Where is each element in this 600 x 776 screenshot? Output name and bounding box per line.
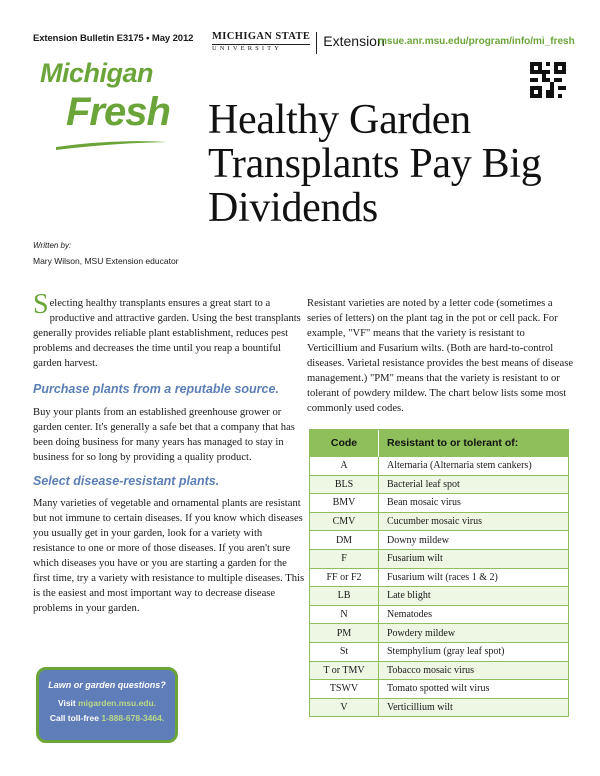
- disease-cell: Tomato spotted wilt virus: [379, 680, 569, 699]
- extension-label: Extension: [323, 33, 385, 49]
- code-cell: BLS: [310, 475, 379, 494]
- disease-resistant-paragraph: Many varieties of vegetable and ornamental plants are resistant but not immune to certain diseases. If you know which diseases you usually get in your garden, look for a variety with resistance to one or more of those diseases. If you aren't sure which diseases you have or you are starting a garden for the first time, try a variety with resistance to multiple diseases. This is the easiest and most important way to decrease disease problems in your garden.: [33, 498, 305, 614]
- code-cell: A: [310, 457, 379, 476]
- toll-free-number[interactable]: 1-888-678-3464.: [101, 713, 165, 723]
- table-row: [310, 512, 568, 531]
- code-cell: St: [310, 642, 379, 661]
- table-row: [310, 568, 568, 587]
- table-row: [310, 698, 568, 716]
- column-header-resistant: Resistant to or tolerant of:: [379, 430, 569, 457]
- bulletin-info: Extension Bulletin E3175 • May 2012: [33, 33, 194, 44]
- msu-wordmark: [212, 32, 310, 52]
- table-row: [310, 587, 568, 606]
- disease-cell: Fusarium wilt (races 1 & 2): [379, 568, 569, 587]
- table-row: [310, 549, 568, 568]
- visit-prefix: Visit: [57, 698, 79, 708]
- code-cell: F: [310, 549, 379, 568]
- questions-callout-box: [36, 667, 178, 743]
- callout-call-line: [39, 713, 175, 723]
- disease-cell: Late blight: [379, 587, 569, 606]
- disease-cell: Tobacco mosaic virus: [379, 661, 569, 680]
- author-name: Mary Wilson, MSU Extension educator: [33, 256, 179, 266]
- resistance-codes-paragraph: Resistant varieties are noted by a letter code (sometimes a series of letters) on the plant tag in the pot or cell pack. For example, "VF" means that the variety is resistant to Verticillium and Fusarium wilts. (Both are hard-to-control diseases. Varietal resistance provides the best means of disease management.) "PM" means that the variety is resistant to or tolerant of powdery mildew. The chart below lists some most commonly used codes.: [307, 298, 574, 414]
- callout-visit-line: [39, 698, 175, 708]
- msu-line1: MICHIGAN STATE: [212, 32, 310, 45]
- code-cell: CMV: [310, 512, 379, 531]
- heading-reputable-source: Purchase plants from a reputable source.: [33, 382, 279, 396]
- table-row: [310, 680, 568, 699]
- michigan-fresh-logo-line2: Fresh: [66, 90, 170, 134]
- program-url[interactable]: msue.anr.msu.edu/program/info/mi_fresh: [378, 36, 575, 47]
- qr-code-icon: [530, 62, 566, 98]
- code-cell: DM: [310, 531, 379, 550]
- page-title: Healthy Garden Transplants Pay Big Dividends: [208, 97, 542, 231]
- column-header-code: Code: [310, 430, 379, 457]
- garden-website-link[interactable]: migarden.msu.edu.: [78, 698, 157, 708]
- disease-cell: Bean mosaic virus: [379, 494, 569, 513]
- disease-cell: Verticillium wilt: [379, 698, 569, 716]
- msu-extension-logo: [212, 32, 385, 54]
- code-cell: TSWV: [310, 680, 379, 699]
- heading-disease-resistant: Select disease-resistant plants.: [33, 474, 220, 488]
- msu-line2: UNIVERSITY: [212, 44, 282, 52]
- table-row: [310, 642, 568, 661]
- code-cell: V: [310, 698, 379, 716]
- table-row: [310, 475, 568, 494]
- code-cell: BMV: [310, 494, 379, 513]
- disease-cell: Cucumber mosaic virus: [379, 512, 569, 531]
- table-row: [310, 661, 568, 680]
- logo-divider: [316, 32, 317, 54]
- table-row: [310, 624, 568, 643]
- table-row: [310, 605, 568, 624]
- michigan-fresh-logo-line1: Michigan: [40, 58, 154, 88]
- table-row: [310, 494, 568, 513]
- drop-cap: S: [33, 289, 49, 320]
- disease-cell: Nematodes: [379, 605, 569, 624]
- intro-paragraph: [33, 289, 303, 371]
- logo-swoosh: [54, 138, 170, 150]
- intro-text: electing healthy transplants ensures a great start to a productive and attractive garden. Using the best transplants generally provides reliable plant establishment, reduces pest problems and decreases the time until you reap a bountiful garden harvest.: [33, 298, 301, 369]
- callout-question: Lawn or garden questions?: [48, 680, 166, 690]
- code-cell: T or TMV: [310, 661, 379, 680]
- table-row: [310, 457, 568, 476]
- disease-cell: Stemphylium (gray leaf spot): [379, 642, 569, 661]
- reputable-source-paragraph: Buy your plants from an established greenhouse grower or garden center. It's generally a safe bet that a company that has been doing business for many years has managed to stay in business for so long by providing a quality product.: [33, 407, 295, 463]
- table-body: [310, 457, 568, 717]
- resistance-codes-table: [309, 429, 569, 717]
- disease-cell: Bacterial leaf spot: [379, 475, 569, 494]
- disease-cell: Powdery mildew: [379, 624, 569, 643]
- written-by-label: Written by:: [33, 241, 72, 250]
- code-cell: LB: [310, 587, 379, 606]
- code-cell: N: [310, 605, 379, 624]
- disease-cell: Downy mildew: [379, 531, 569, 550]
- table-header-row: [310, 430, 568, 457]
- code-cell: PM: [310, 624, 379, 643]
- disease-cell: Alternaria (Alternaria stem cankers): [379, 457, 569, 476]
- code-cell: FF or F2: [310, 568, 379, 587]
- table-row: [310, 531, 568, 550]
- call-prefix: Call toll-free: [49, 713, 102, 723]
- disease-cell: Fusarium wilt: [379, 549, 569, 568]
